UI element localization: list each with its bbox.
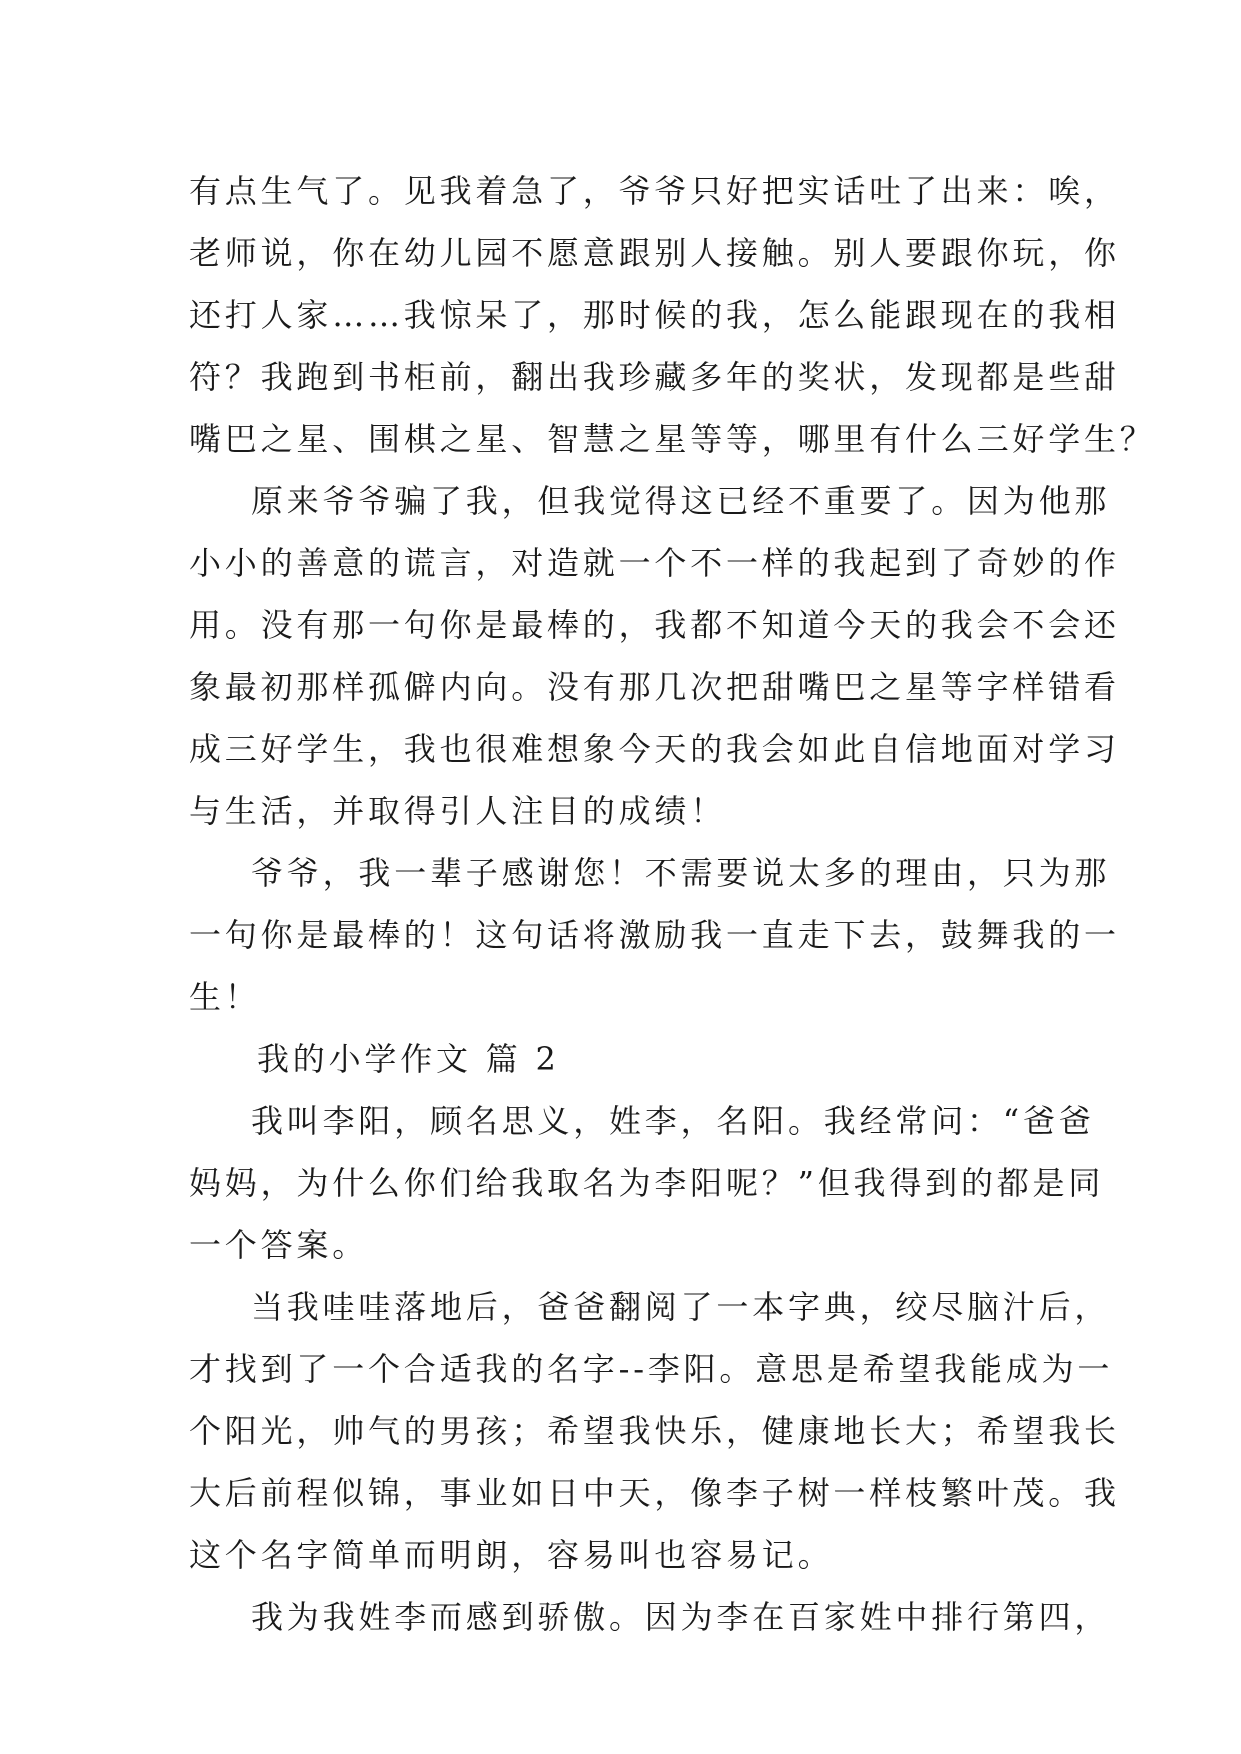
text-line: 才找到了一个合适我的名字--李阳。意思是希望我能成为一 <box>189 1350 1114 1388</box>
text-line: 我为我姓李而感到骄傲。因为李在百家姓中排行第四， <box>251 1598 1111 1636</box>
text-line: 一句你是最棒的！这句话将激励我一直走下去，鼓舞我的一 <box>189 916 1120 954</box>
text-line: 我叫李阳，顾名思义，姓李，名阳。我经常问：“爸爸 <box>251 1102 1095 1140</box>
text-line: 生！ <box>189 978 261 1016</box>
text-line: 原来爷爷骗了我，但我觉得这已经不重要了。因为他那 <box>251 482 1111 520</box>
text-line: 大后前程似锦，事业如日中天，像李子树一样枝繁叶茂。我 <box>189 1474 1120 1512</box>
text-line: 小小的善意的谎言，对造就一个不一样的我起到了奇妙的作 <box>189 544 1120 582</box>
text-line: 用。没有那一句你是最棒的，我都不知道今天的我会不会还 <box>189 606 1120 644</box>
text-line: 有点生气了。见我着急了，爷爷只好把实话吐了出来：唉， <box>189 172 1120 210</box>
paragraph-4 <box>189 1090 1105 1276</box>
text-line: 老师说，你在幼儿园不愿意跟别人接触。别人要跟你玩，你 <box>189 234 1120 272</box>
paragraph-1 <box>189 160 1156 470</box>
text-line: 符？我跑到书柜前，翻出我珍藏多年的奖状，发现都是些甜 <box>189 358 1120 396</box>
paragraph-6 <box>189 1586 1111 1648</box>
text-line: 这个名字简单而明朗，容易叫也容易记。 <box>189 1536 834 1574</box>
paragraph-3 <box>189 842 1120 1028</box>
text-line: 爷爷，我一辈子感谢您！不需要说太多的理由，只为那 <box>251 854 1111 892</box>
text-line: 与生活，并取得引人注目的成绩！ <box>189 792 727 830</box>
document-body <box>189 160 1156 1648</box>
text-line: 一个答案。 <box>189 1226 369 1264</box>
text-line: 象最初那样孤僻内向。没有那几次把甜嘴巴之星等字样错看 <box>189 668 1120 706</box>
paragraph-2 <box>189 470 1120 842</box>
text-line: 还打人家……我惊呆了，那时候的我，怎么能跟现在的我相 <box>189 296 1120 334</box>
text-line: 成三好学生，我也很难想象今天的我会如此自信地面对学习 <box>189 730 1120 768</box>
text-line: 个阳光，帅气的男孩；希望我快乐，健康地长大；希望我长 <box>189 1412 1120 1450</box>
paragraph-5 <box>189 1276 1120 1586</box>
text-line: 妈妈，为什么你们给我取名为李阳呢？”但我得到的都是同 <box>189 1164 1105 1202</box>
text-line: 嘴巴之星、围棋之星、智慧之星等等，哪里有什么三好学生？ <box>189 420 1156 458</box>
section-heading: 我的小学作文 篇 2 <box>257 1040 560 1078</box>
text-line: 当我哇哇落地后，爸爸翻阅了一本字典，绞尽脑汁后， <box>251 1288 1111 1326</box>
